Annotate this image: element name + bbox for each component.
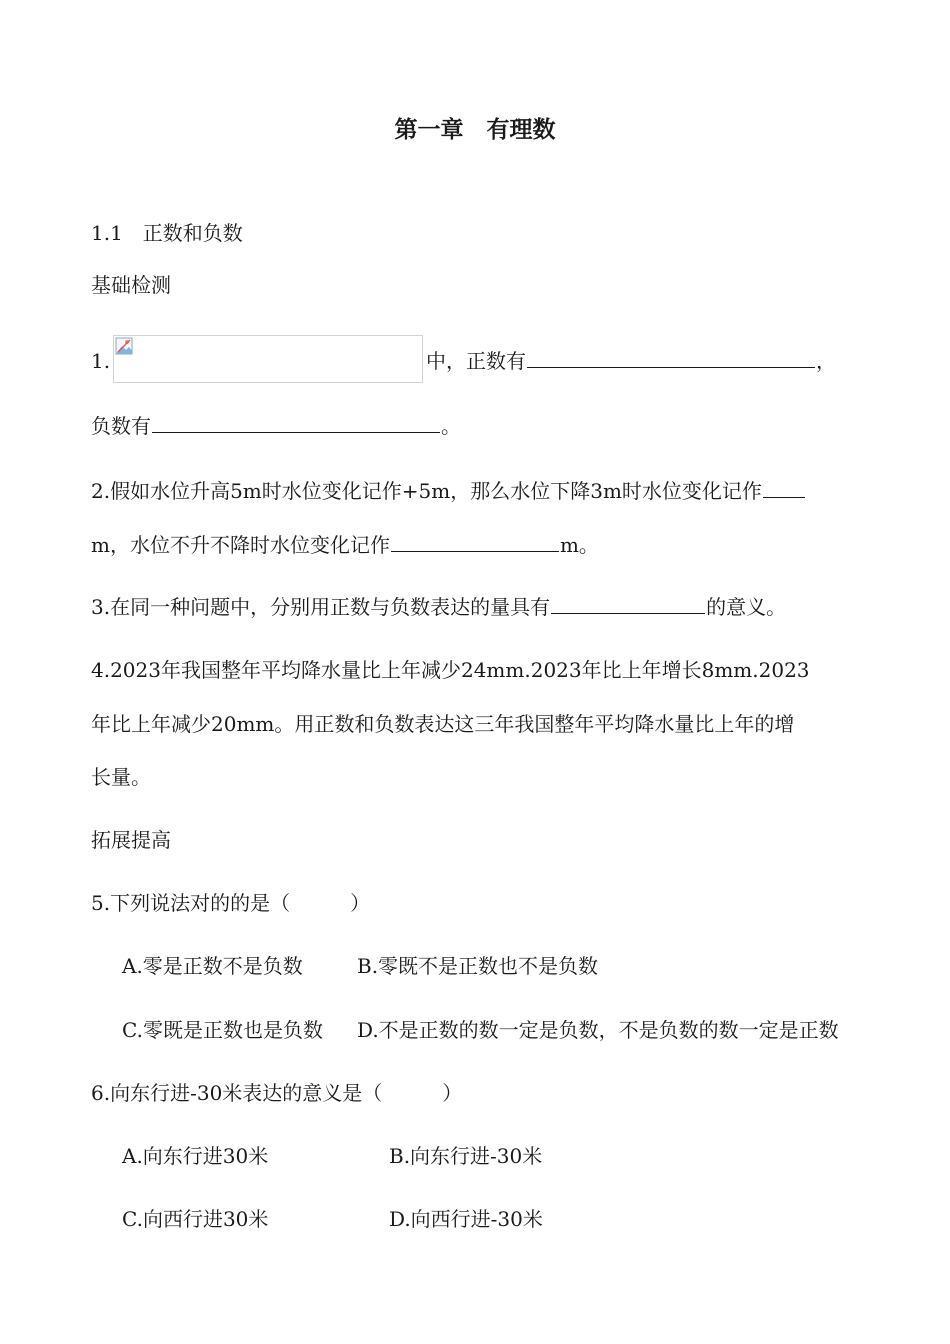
q6-option-c: C.向西行进30米 [122, 1207, 269, 1231]
q2-line2 [91, 531, 599, 559]
q2-text-3: m。 [559, 533, 599, 557]
q5-option-c: C.零既是正数也是负数 [122, 1018, 323, 1042]
q6-option-d: D.向西行进-30米 [389, 1207, 543, 1231]
q1-line1 [426, 347, 836, 375]
formula-image-placeholder [113, 335, 423, 383]
q5-option-b: B.零既不是正数也不是负数 [357, 954, 599, 978]
q2-blank-1[interactable] [763, 477, 805, 498]
q2-text-1: 2.假如水位升高5m时水位变化记作+5m，那么水位下降3m时水位变化记作 [91, 479, 762, 503]
broken-image-icon [115, 337, 133, 355]
q4-line3: 长量。 [91, 765, 151, 789]
q2-blank-2[interactable] [391, 531, 559, 552]
q6-stem: 6.向东行进-30米表达的意义是（ ） [91, 1081, 463, 1105]
section-heading: 1.1 正数和负数 [91, 221, 243, 245]
q1-end: 。 [441, 414, 461, 438]
q1-number: 1. [91, 349, 111, 373]
q1-negative-blank[interactable] [152, 412, 440, 433]
q1-positive-blank[interactable] [527, 347, 815, 368]
q3-text-1: 3.在同一种问题中，分别用正数与负数表达的量具有 [91, 595, 551, 619]
q5-option-d: D.不是正数的数一定是负数，不是负数的数一定是正数 [357, 1018, 839, 1042]
q4-line1: 4.2023年我国整年平均降水量比上年减少24mm.2023年比上年增长8mm.2023 [91, 658, 810, 682]
q6-option-a: A.向东行进30米 [122, 1144, 269, 1168]
q1-line2 [91, 412, 461, 440]
q2-text-2: m，水位不升不降时水位变化记作 [91, 533, 390, 557]
q6-option-b: B.向东行进-30米 [389, 1144, 543, 1168]
q2-line1 [91, 477, 806, 505]
q1-negative-label: 负数有 [91, 414, 151, 438]
q3-line [91, 593, 786, 621]
q1-mid-text: 中，正数有 [426, 349, 526, 373]
q5-option-a: A.零是正数不是负数 [122, 954, 303, 978]
q3-blank[interactable] [551, 593, 705, 614]
q4-line2: 年比上年减少20mm。用正数和负数表达这三年我国整年平均降水量比上年的增 [91, 712, 795, 736]
chapter-title: 第一章 有理数 [394, 117, 556, 143]
q5-stem: 5.下列说法对的的是（ ） [91, 891, 371, 915]
extend-heading: 拓展提高 [91, 828, 171, 852]
basic-test-heading: 基础检测 [91, 273, 171, 297]
q3-text-2: 的意义。 [706, 595, 787, 619]
q1-comma: ， [816, 349, 836, 373]
